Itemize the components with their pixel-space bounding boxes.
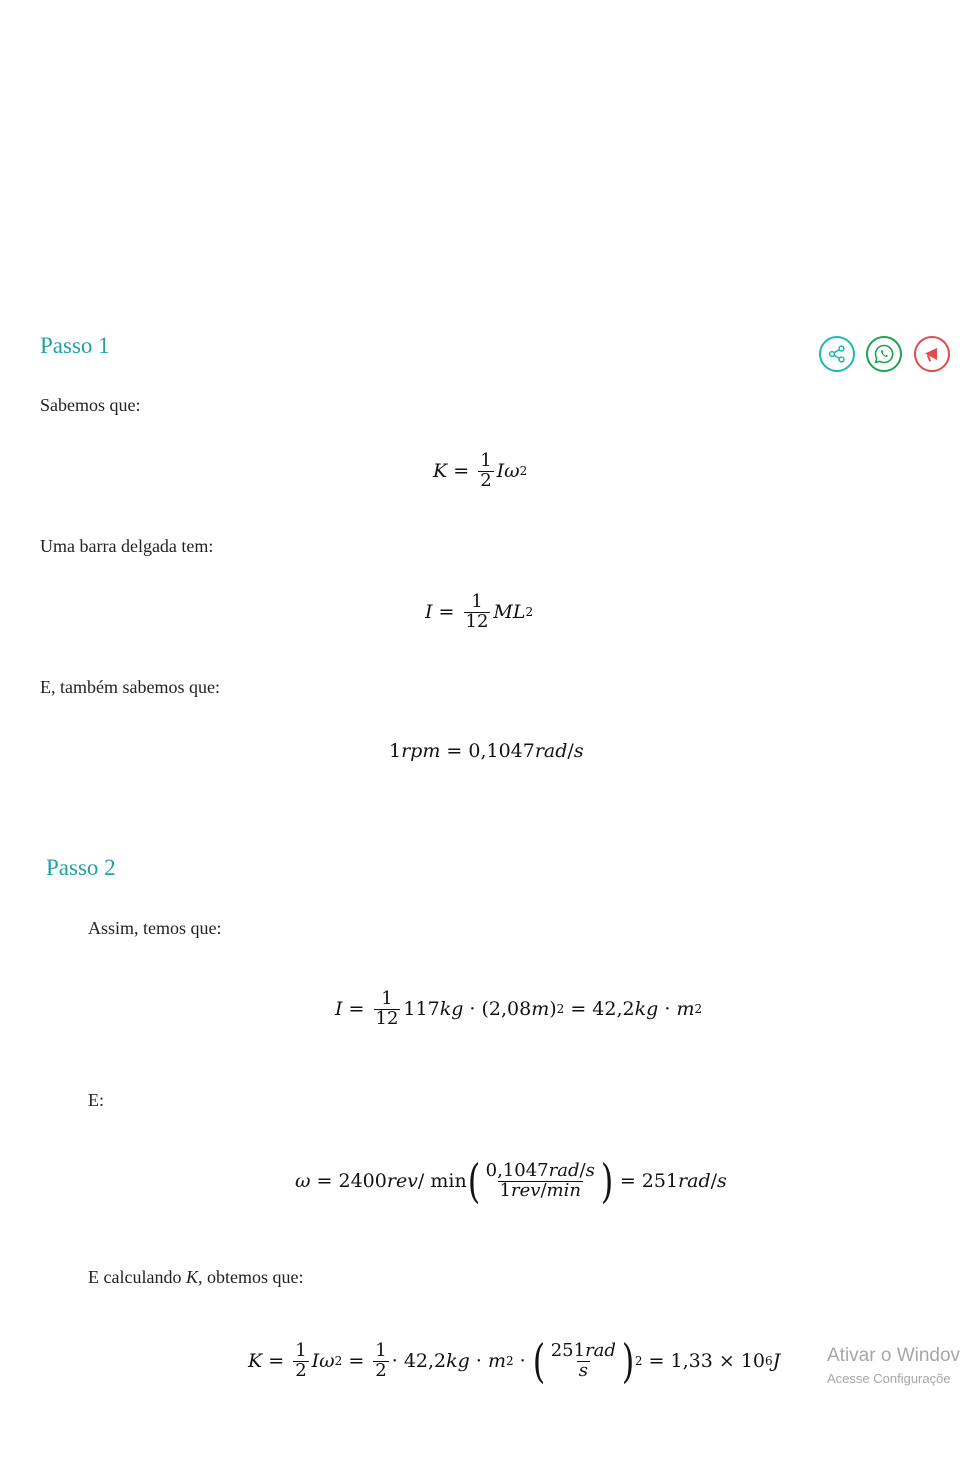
share-button[interactable]	[819, 336, 855, 372]
step-2-title: Passo 2	[46, 855, 116, 880]
step-2-text-1: Assim, temos que:	[88, 918, 222, 938]
formula-angular-velocity: ω = 2400 rev / min ( $\frac{\text{0,1047rad/s}}{\text{1rev/min}}$ ) = 251 rad / s	[295, 1154, 727, 1208]
step-2-text-2: E:	[88, 1090, 104, 1110]
whatsapp-icon	[873, 343, 895, 365]
formula-kinetic-energy-result: K = $\frac{1}{2}$ Iω 2 = $\frac{1}{2}$ · 42,2 kg · m 2 · ( $\frac{\text{251rad}}{s}$ ) 2 = 1,33 × 10 6 J	[248, 1334, 781, 1388]
formula-inertia-value: I = $\frac{1}{12}$ 117 kg · (2,08 m ) 2 = 42,2 kg · m 2	[335, 988, 703, 1029]
formula-rpm-conversion: 1 rpm = 0,1047 rad / s	[389, 740, 584, 762]
share-icon	[827, 344, 847, 364]
activation-watermark-title: Ativar o Windov	[827, 1345, 961, 1366]
formula-kinetic-energy: K = $\frac{1}{2}$ Iω 2	[433, 450, 528, 491]
step-1-text-3: E, também sabemos que:	[40, 677, 220, 697]
formula-moment-of-inertia: I = $\frac{1}{12}$ ML 2	[425, 591, 534, 632]
activation-watermark-subtitle: Acesse Configuraçõe	[827, 1371, 951, 1386]
report-button[interactable]	[914, 336, 950, 372]
step-1-text-2: Uma barra delgada tem:	[40, 536, 214, 556]
whatsapp-button[interactable]	[866, 336, 902, 372]
step-2-text-3: E calculando K, obtemos que:	[88, 1267, 304, 1287]
megaphone-icon	[922, 344, 942, 364]
step-1-title: Passo 1	[40, 333, 110, 358]
step-1-text-1: Sabemos que:	[40, 395, 141, 415]
